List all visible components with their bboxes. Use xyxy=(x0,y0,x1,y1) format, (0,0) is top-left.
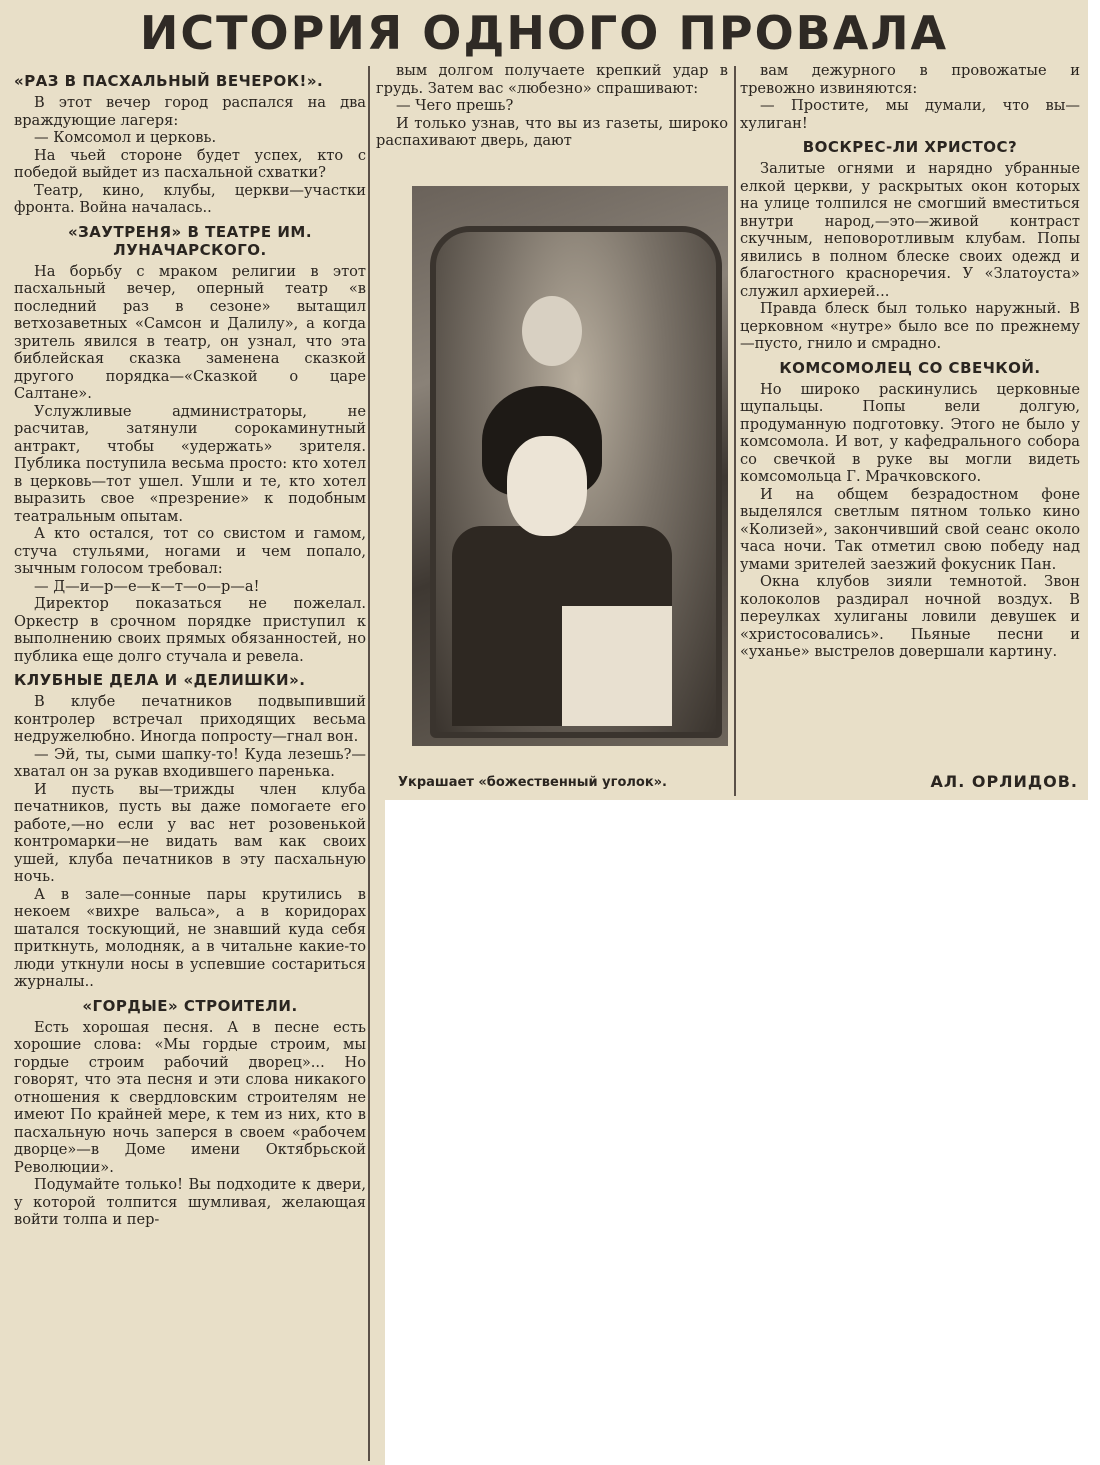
author-signature: АЛ. ОРЛИДОВ. xyxy=(930,772,1078,791)
column-divider-1 xyxy=(368,66,370,1461)
paragraph: Директор показаться не пожелал. Оркестр в срочном порядке приступил к выполнению своих прямых обязанностей, но публика еще долго стучала и ревела. xyxy=(14,595,366,665)
paragraph: Подумайте только! Вы подходите к двери, у которой толпится шумливая, желающая войти толпа и пер- xyxy=(14,1176,366,1228)
paragraph: Есть хорошая песня. А в песне есть хорошие слова: «Мы гордые строим, мы гордые строим рабочий дворец»... Но говорят, что эта песня и эти слова никакого отношения к свердловским строителям не имеют По крайней мере, к тем из них, кто в пасхальную ночь заперся в своем «рабочем дворце»—в Доме имени Октябрьской Революции». xyxy=(14,1018,366,1176)
paragraph: — Комсомол и церковь. xyxy=(34,129,217,146)
section-heading: КОМСОМОЛЕЦ СО СВЕЧКОЙ. xyxy=(779,358,1041,377)
photo-caption: Украшает «божественный уголок». xyxy=(398,775,667,790)
paragraph: Но широко раскинулись церковные щупальцы. Попы вели долгую, продуманную подготовку. Этого не было у комсомола. И вот, у кафедрального собора со свечкой в руке вы могли видеть комсомольца Г. Мрачковского. xyxy=(740,380,1080,485)
paragraph: И пусть вы—трижды член клуба печатников, пусть вы даже помогаете его работе,—но если у вас нет розовенькой контромарки—не видать вам как своих ушей, клуба печатников в эту пасхальную ночь. xyxy=(14,780,366,885)
person-apron xyxy=(562,606,672,726)
paragraph: Услужливые администраторы, не расчитав, затянули сорокаминутный антракт, чтобы «удержать» зрителя. Публика поступила весьма просто: кто хотел в церковь—тот ушел. Ушли и те, кто хотел выразить свое «презрение» к подобным театральным опытам. xyxy=(14,402,366,525)
paragraph: вам дежурного в провожатые и тревожно извиняются: xyxy=(740,62,1080,97)
headline: ИСТОРИЯ ОДНОГО ПРОВАЛА xyxy=(139,6,949,60)
paragraph: Окна клубов зияли темнотой. Звон колоколов раздирал ночной воздух. В переулках хулиганы ловили девушек и «христосовались». Пьяные песни и «уханье» выстрелов довершали картину. xyxy=(740,573,1080,660)
paragraph: И на общем безрадостном фоне выделялся светлым пятном только кино «Колизей», закончивший свой сеанс около часа ночи. Так отметил свою победу над умами зрителей заезжий фокусник Пан. xyxy=(740,485,1080,573)
section-heading: ВОСКРЕС-ЛИ ХРИСТОС? xyxy=(802,138,1018,156)
column-divider-2 xyxy=(734,66,736,796)
icon-saint-figure xyxy=(522,296,582,366)
paragraph: — Чего прешь? xyxy=(396,97,514,114)
section-heading: «РАЗ В ПАСХАЛЬНЫЙ ВЕЧЕРОК!». xyxy=(14,72,324,90)
section-heading: КЛУБНЫЕ ДЕЛА И «ДЕЛИШКИ». xyxy=(14,671,306,689)
paragraph: А в зале—сонные пары крутились в некоем «вихре вальса», а в коридорах шатался тоскующий, не знавший куда себя приткнуть, молодняк, а в читальне какие-то люди уткнули носы в успевшие состариться журналы.. xyxy=(14,885,366,990)
paragraph: И только узнав, что вы из газеты, широко распахивают дверь, дают xyxy=(376,114,728,149)
paragraph: Правда блеск был только наружный. В церковном «нутре» было все по прежнему—пусто, гнило и смрадно. xyxy=(740,300,1080,352)
paragraph: — Эй, ты, сыми шапку-то! Куда лезешь?—хватал он за рукав входившего паренька. xyxy=(14,745,366,780)
photo-illustration xyxy=(412,186,728,746)
paragraph: На чьей стороне будет успех, кто с победой выйдет из пасхальной схватки? xyxy=(14,146,366,181)
paragraph: — Д—и—р—е—к—т—о—р—а! xyxy=(34,577,260,595)
section-heading: «ГОРДЫЕ» СТРОИТЕЛИ. xyxy=(82,996,298,1015)
person-face xyxy=(507,436,587,536)
column-1 xyxy=(14,66,366,1229)
paragraph: На борьбу с мраком религии в этот пасхальный вечер, оперный театр «в последний раз в сезоне» вытащил ветхозаветных «Самсон и Далилу», а когда зритель явился в театр, он узнал, что эта библейская сказка заменена сказкой другого порядка—«Сказкой о царе Салтане». xyxy=(14,262,366,402)
paragraph: Залитые огнями и нарядно убранные елкой церкви, у раскрытых окон которых на улице толпился не смогший вместиться внутри народ,—это—живой контраст скучным, неповоротливым клубам. Попы явились в полном блеске своих одежд и благостного красноречия. У «Златоуста» служил архиерей... xyxy=(740,160,1080,300)
column-3 xyxy=(740,62,1080,661)
column-2 xyxy=(376,62,728,150)
paragraph: В клубе печатников подвыпивший контролер встречал приходящих весьма недружелюбно. Иногда попросту—гнал вон. xyxy=(14,693,366,745)
paragraph: А кто остался, тот со свистом и гамом, стуча стульями, ногами и чем попало, зычным голосом требовал: xyxy=(14,525,366,577)
paragraph: — Простите, мы думали, что вы—хулиган! xyxy=(740,97,1080,132)
paragraph: Театр, кино, клубы, церкви—участки фронта. Война началась.. xyxy=(14,181,366,216)
paragraph: вым долгом получаете крепкий удар в грудь. Затем вас «любезно» спрашивают: xyxy=(376,62,728,97)
paragraph: В этот вечер город распался на два враждующие лагеря: xyxy=(14,94,366,129)
section-heading: «ЗАУТРЕНЯ» В ТЕАТРЕ ИМ. ЛУНАЧАРСКОГО. xyxy=(67,222,313,259)
